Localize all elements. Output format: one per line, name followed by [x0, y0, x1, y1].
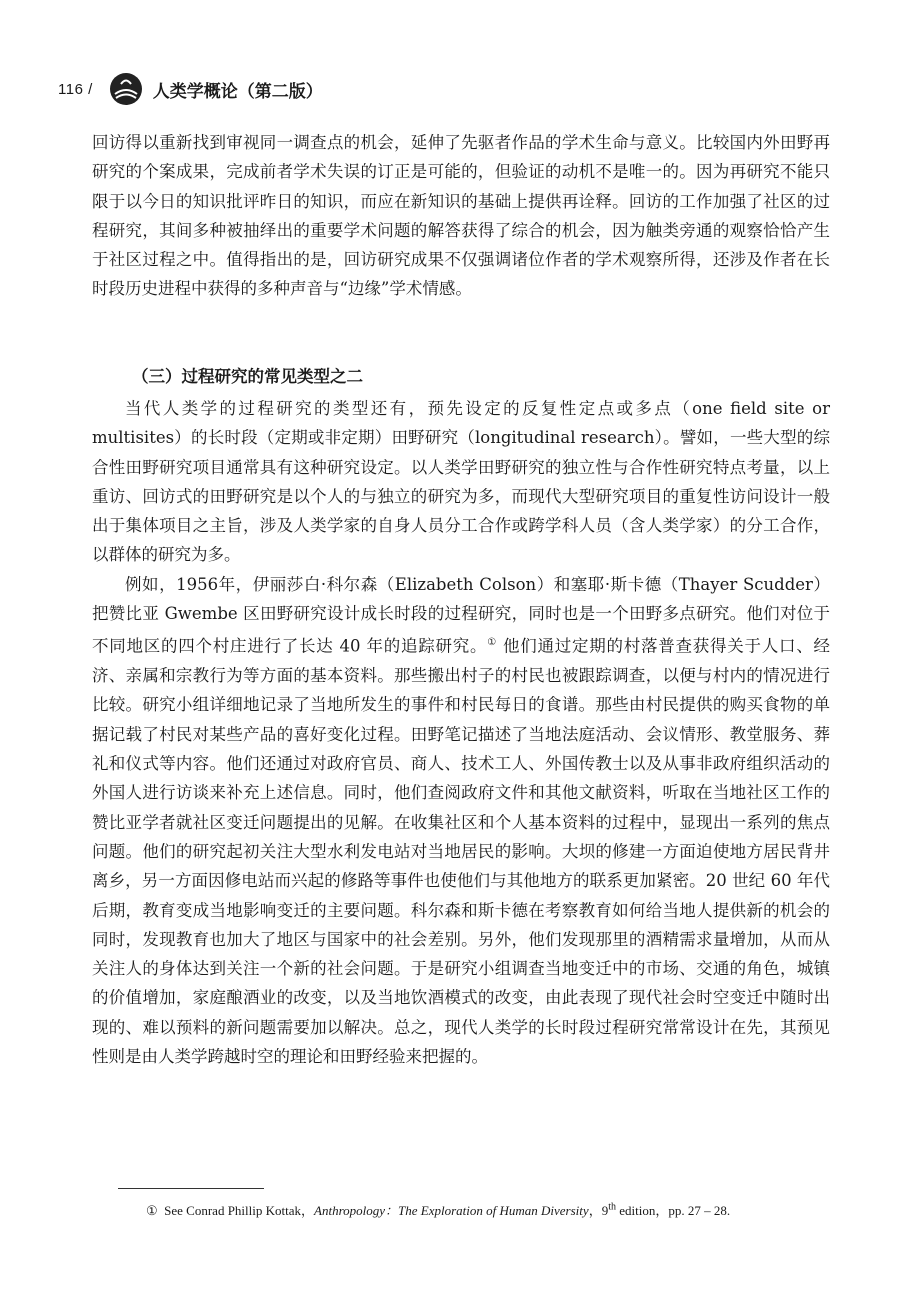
footnote-edition: ，9 — [588, 1203, 609, 1218]
footnote-reference: ① — [487, 637, 497, 649]
paragraph-continuation: 回访得以重新找到审视同一调查点的机会，延伸了先驱者作品的学术生命与意义。比较国内外田野再研究的个案成果，完成前者学术失误的订正是可能的，但验证的动机不是唯一的。因为再研究不能只限于以今日的知识批评昨日的知识，而应在新知识的基础上提供再诠释。回访的工作加强了社区的过程研究，其间多种被抽绎出的重要学术问题的解答获得了综合的机会，因为触类旁通的观察恰恰产生于社区过程之中。值得指出的是，回访研究成果不仅强调诸位作者的学术观察所得，还涉及作者在长时段历史进程中获得的多种声音与“边缘”学术情感。 — [92, 133, 830, 299]
body-block-2 — [92, 394, 830, 1071]
footnote-pages: edition，pp. 27 – 28. — [615, 1203, 731, 1218]
footnote-prefix: See Conrad Phillip Kottak， — [164, 1203, 315, 1218]
section-heading: （三）过程研究的常见类型之二 — [132, 367, 363, 386]
page-number: 116 / — [58, 80, 93, 98]
book-title: 人类学概论（第二版） — [152, 81, 323, 102]
body-block-1 — [92, 128, 830, 304]
footnote-marker: ① — [146, 1203, 158, 1218]
footnote — [146, 1200, 730, 1219]
paragraph-example — [92, 570, 830, 1072]
footnote-divider — [118, 1188, 264, 1189]
book-emblem-icon — [109, 72, 143, 106]
footnote-edition-sup: th — [608, 1201, 616, 1213]
paragraph-longitudinal: 当代人类学的过程研究的类型还有，预先设定的反复性定点或多点（one field site or multisites）的长时段（定期或非定期）田野研究（longitudinal research）。譬如，一些大型的综合性田野研究项目通常具有这种研究设定。以人类学田野研究的独立性与合作性研究特点考量，以上重访、回访式的田野研究是以个人的与独立的研究为多，而现代大型研究项目的重复性访问设计一般出于集体项目之主旨，涉及人类学家的自身人员分工合作或跨学科人员（含人类学家）的分工合作，以群体的研究为多。 — [92, 399, 830, 565]
paragraph-example-part1: 例如，1956年，伊丽莎白·科尔森（Elizabeth Colson）和塞耶·斯卡德（Thayer Scudder）把赞比亚 Gwembe 区田野研究设计成长时段的过程研究，同时也是一个田野多点研究。他们对位于不同地区的四个村庄进行了长达 40 年的追踪研究。 — [92, 574, 830, 656]
running-header — [58, 72, 323, 106]
footnote-book-title: Anthropology：The Exploration of Human Diversity — [314, 1203, 589, 1218]
paragraph-example-part2: 他们通过定期的村落普查获得关于人口、经济、亲属和宗教行为等方面的基本资料。那些搬出村子的村民也被跟踪调查，以便与村内的情况进行比较。研究小组详细地记录了当地所发生的事件和村民每日的食谱。那些由村民提供的购买食物的单据记载了村民对某些产品的喜好变化过程。田野笔记描述了当地法庭活动、会议情形、教堂服务、葬礼和仪式等内容。他们还通过对政府官员、商人、技术工人、外国传教士以及从事非政府组织活动的外国人进行访谈来补充上述信息。同时，他们查阅政府文件和其他文献资料，听取在当地社区工作的赞比亚学者就社区变迁问题提出的见解。在收集社区和个人基本资料的过程中，显现出一系列的焦点问题。他们的研究起初关注大型水利发电站对当地居民的影响。大坝的修建一方面迫使地方居民背井离乡，另一方面因修电站而兴起的修路等事件也使他们与其他地方的联系更加紧密。20 世纪 60 年代后期，教育变成当地影响变迁的主要问题。科尔森和斯卡德在考察教育如何给当地人提供新的机会的同时，发现教育也加大了地区与国家中的社会差别。另外，他们发现那里的酒精需求量增加，从而从关注人的身体达到关注一个新的社会问题。于是研究小组调查当地变迁中的市场、交通的角色，城镇的价值增加，家庭酿酒业的改变，以及当地饮酒模式的改变，由此表现了现代社会时空变迁中随时出现的、难以预料的新问题需要加以解决。总之，现代人类学的长时段过程研究常常设计在先，其预见性则是由人类学跨越时空的理论和田野经验来把握的。 — [92, 636, 830, 1067]
